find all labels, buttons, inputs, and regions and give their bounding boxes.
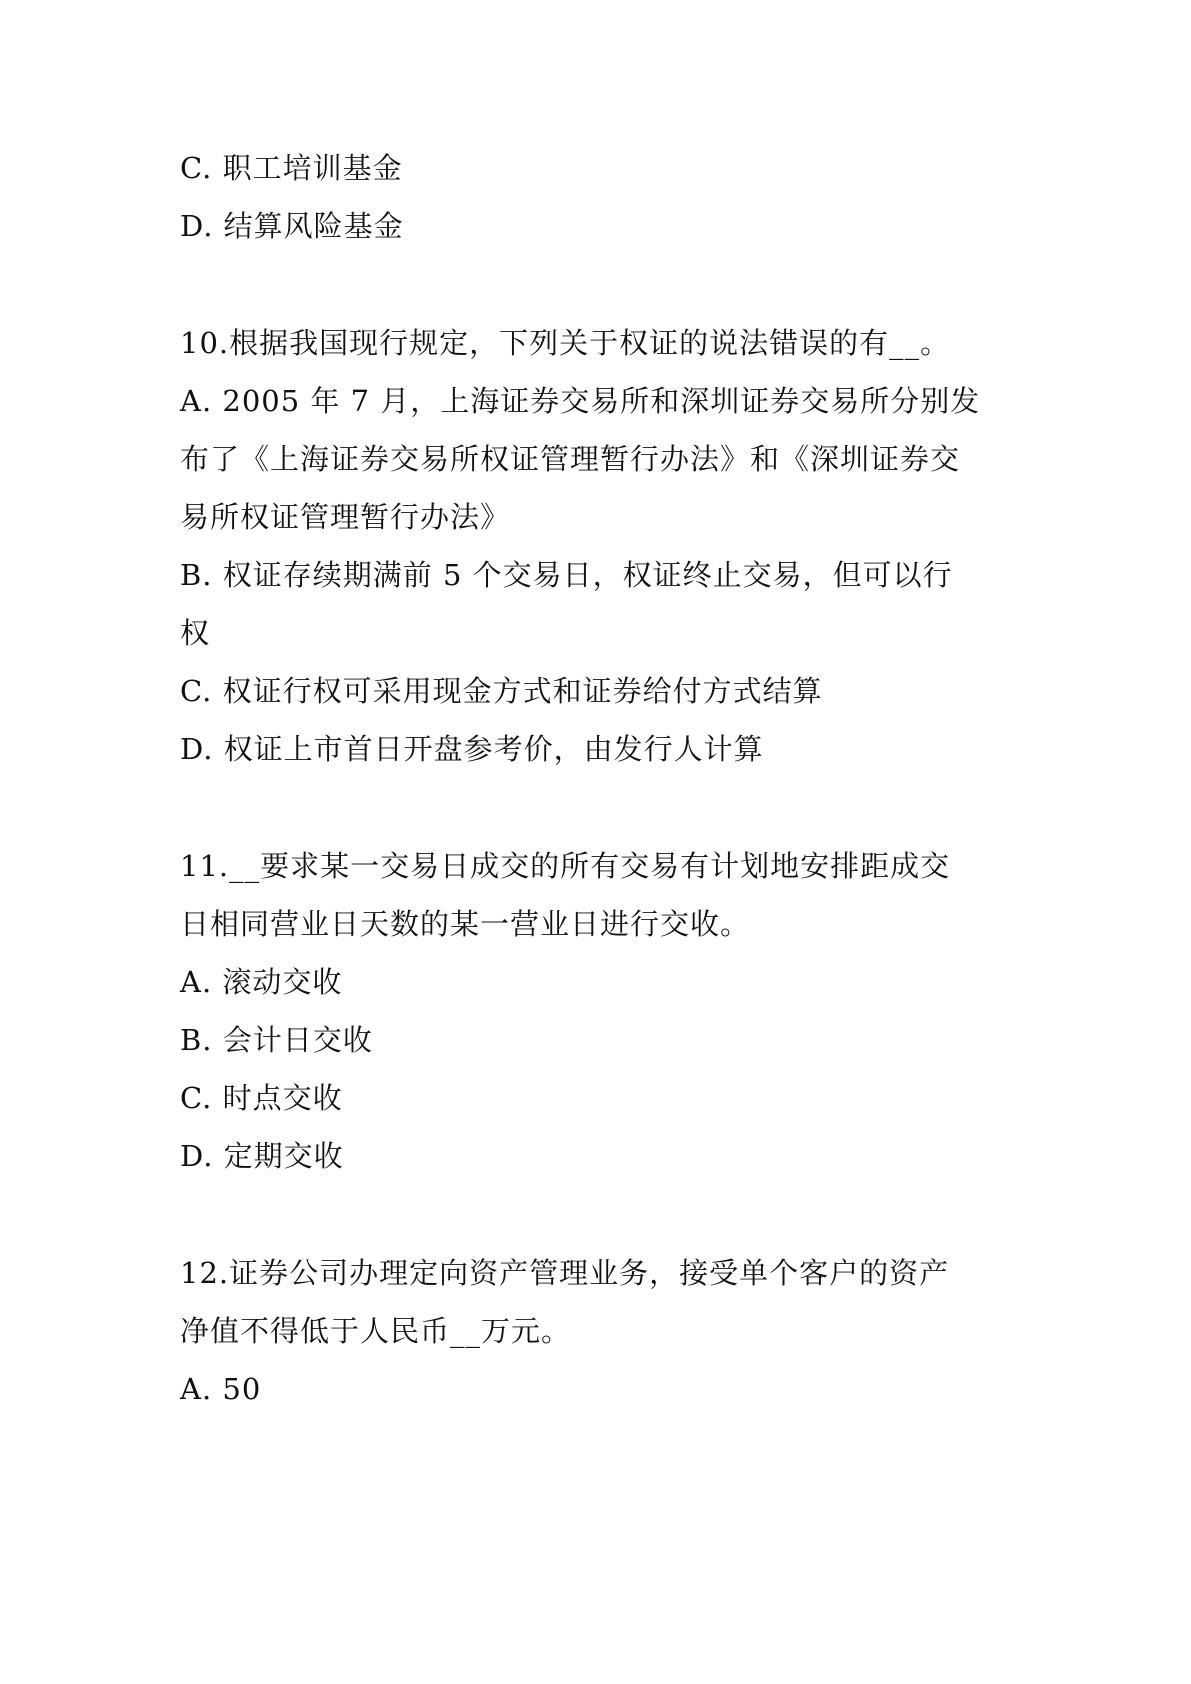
q10-option-b-line1: B. 权证存续期满前 5 个交易日，权证终止交易，但可以行 [180,558,953,592]
q10-option-d: D. 权证上市首日开盘参考价，由发行人计算 [180,732,764,766]
q12-option-a: A. 50 [180,1372,262,1406]
q11-option-d: D. 定期交收 [180,1139,344,1173]
q11-option-c: C. 时点交收 [180,1081,343,1115]
q12-stem-line2: 净值不得低于人民币__万元。 [180,1314,572,1348]
q11-stem-line1: 11.__要求某一交易日成交的所有交易有计划地安排距成交 [180,849,951,883]
q11-stem-line2: 日相同营业日天数的某一营业日进行交收。 [180,907,751,941]
q11-option-b: B. 会计日交收 [180,1023,373,1057]
q12-stem-line1: 12.证券公司办理定向资产管理业务，接受单个客户的资产 [180,1256,950,1290]
q10-option-a-line1: A. 2005 年 7 月，上海证券交易所和深圳证券交易所分别发 [180,384,981,418]
q10-option-c: C. 权证行权可采用现金方式和证券给付方式结算 [180,674,823,708]
q10-stem: 10.根据我国现行规定，下列关于权证的说法错误的有__。 [180,326,951,360]
q11-option-a: A. 滚动交收 [180,965,343,999]
q9-option-d: D. 结算风险基金 [180,209,404,243]
q9-option-c: C. 职工培训基金 [180,151,403,185]
q10-option-a-line2: 布了《上海证券交易所权证管理暂行办法》和《深圳证券交 [180,442,961,476]
q10-option-a-line3: 易所权证管理暂行办法》 [180,500,511,534]
q10-option-b-line2: 权 [180,616,211,650]
